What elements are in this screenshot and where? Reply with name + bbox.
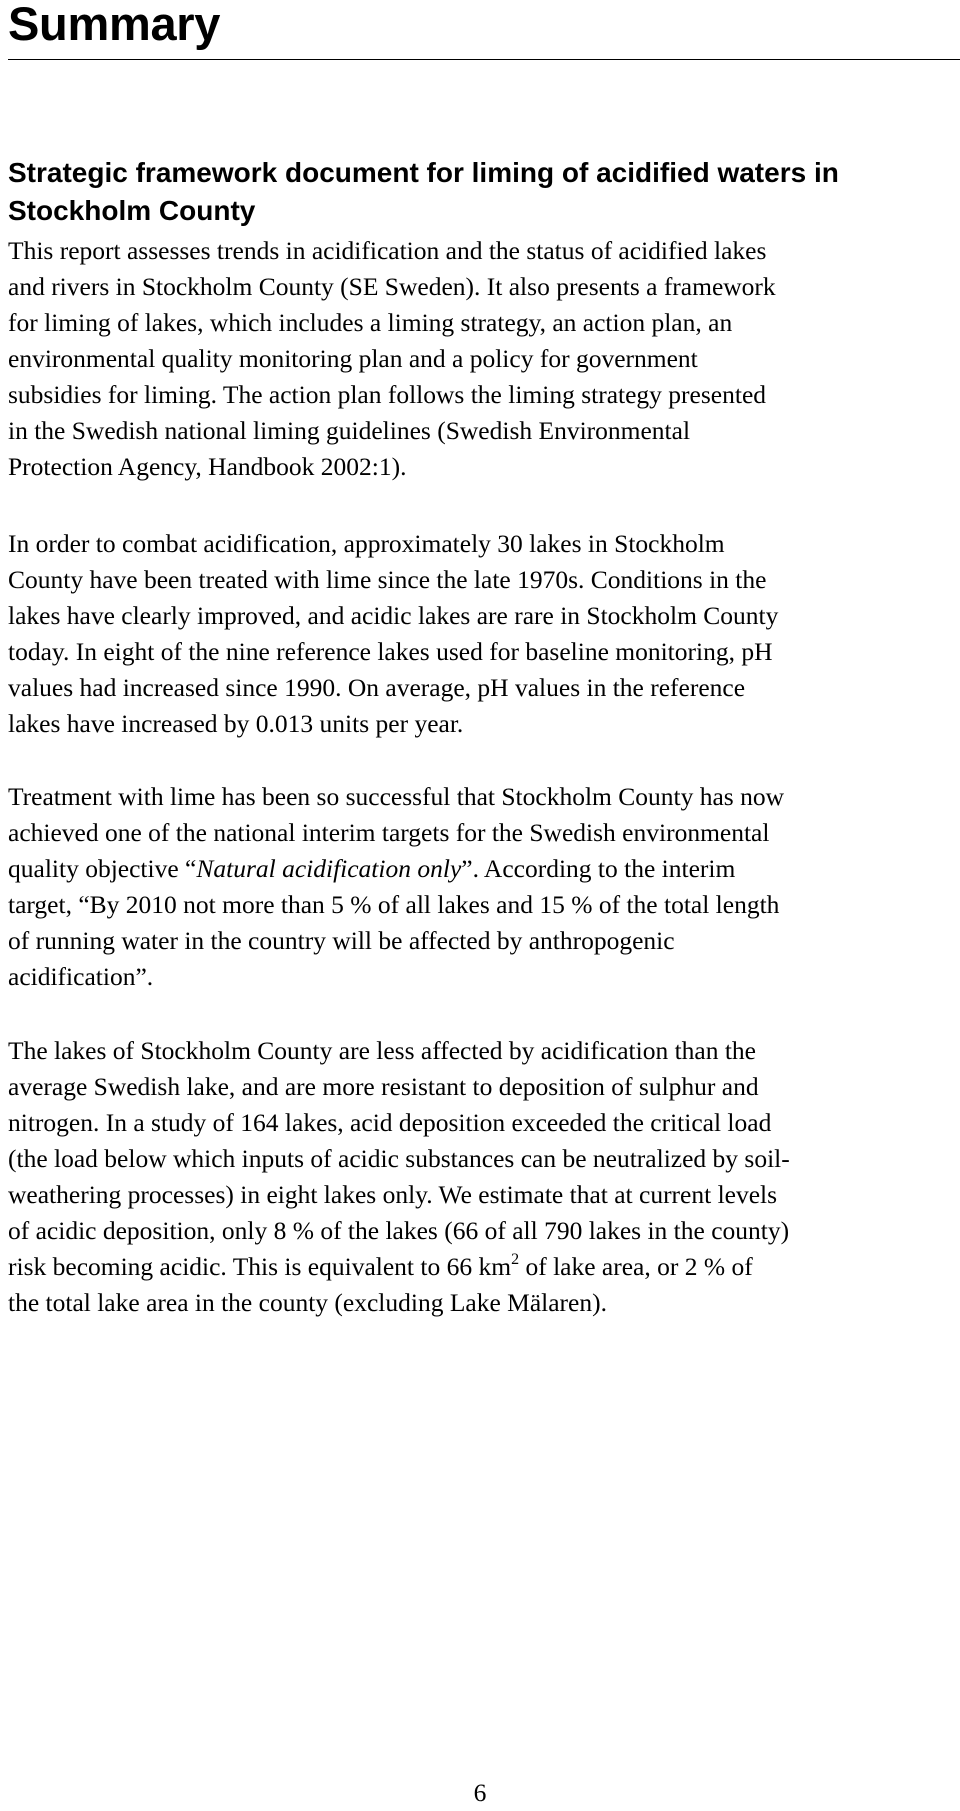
paragraph-line: today. In eight of the nine reference lakes used for baseline monitoring, pH: [8, 637, 773, 666]
paragraph-line: (the load below which inputs of acidic substances can be neutralized by soil-: [8, 1144, 790, 1173]
paragraph-line: The lakes of Stockholm County are less affected by acidification than the: [8, 1036, 757, 1065]
paragraph-line: values had increased since 1990. On average, pH values in the reference: [8, 673, 746, 702]
paragraph-line: lakes have increased by 0.013 units per year.: [8, 709, 464, 738]
paragraph-line: and rivers in Stockholm County (SE Sweden). It also presents a framework: [8, 272, 776, 301]
paragraph-line: achieved one of the national interim targets for the Swedish environmental: [8, 818, 770, 847]
paragraph-line: for liming of lakes, which includes a liming strategy, an action plan, an: [8, 308, 733, 337]
paragraph-3: [8, 779, 958, 995]
paragraph-line: the total lake area in the county (excluding Lake Mälaren).: [8, 1288, 607, 1317]
paragraph-line: Protection Agency, Handbook 2002:1).: [8, 452, 407, 481]
paragraph-line: environmental quality monitoring plan and a policy for government: [8, 344, 698, 373]
text-segment: risk becoming acidic. This is equivalent to 66 km: [8, 1252, 512, 1281]
paragraph-line: of acidic deposition, only 8 % of the lakes (66 of all 790 lakes in the county): [8, 1216, 790, 1245]
section-title: Strategic framework document for liming of acidified waters in Stockholm County: [8, 157, 839, 226]
paragraph-line: of running water in the country will be affected by anthropogenic: [8, 926, 675, 955]
text-segment: of lake area, or 2 % of: [519, 1252, 753, 1281]
paragraph-line: lakes have clearly improved, and acidic lakes are rare in Stockholm County: [8, 601, 779, 630]
paragraph-line: This report assesses trends in acidification and the status of acidified lakes: [8, 236, 767, 265]
heading-divider: [8, 59, 960, 60]
text-segment: quality objective “: [8, 854, 197, 883]
paragraph-4: [8, 1033, 958, 1321]
paragraph-line: County have been treated with lime since the late 1970s. Conditions in the: [8, 565, 767, 594]
paragraph-line: Treatment with lime has been so successful that Stockholm County has now: [8, 782, 785, 811]
paragraph-line: [8, 1249, 958, 1285]
paragraph-1: [8, 233, 958, 485]
paragraph-line: in the Swedish national liming guidelines (Swedish Environmental: [8, 416, 691, 445]
paragraph-line: average Swedish lake, and are more resistant to deposition of sulphur and: [8, 1072, 759, 1101]
paragraph-line: weathering processes) in eight lakes only. We estimate that at current levels: [8, 1180, 778, 1209]
paragraph-line: target, “By 2010 not more than 5 % of all lakes and 15 % of the total length: [8, 890, 780, 919]
objective-title: Natural acidification only: [196, 854, 462, 883]
page-number: 6: [473, 1778, 487, 1807]
paragraph-2: [8, 526, 958, 742]
paragraph-line: acidification”.: [8, 962, 154, 991]
paragraph-line: nitrogen. In a study of 164 lakes, acid deposition exceeded the critical load: [8, 1108, 772, 1137]
paragraph-line: [8, 851, 958, 887]
superscript: 2: [511, 1250, 520, 1268]
paragraph-line: In order to combat acidification, approximately 30 lakes in Stockholm: [8, 529, 725, 558]
text-segment: ”. According to the interim: [461, 854, 736, 883]
page-heading: Summary: [8, 0, 221, 50]
paragraph-line: subsidies for liming. The action plan follows the liming strategy presented: [8, 380, 767, 409]
